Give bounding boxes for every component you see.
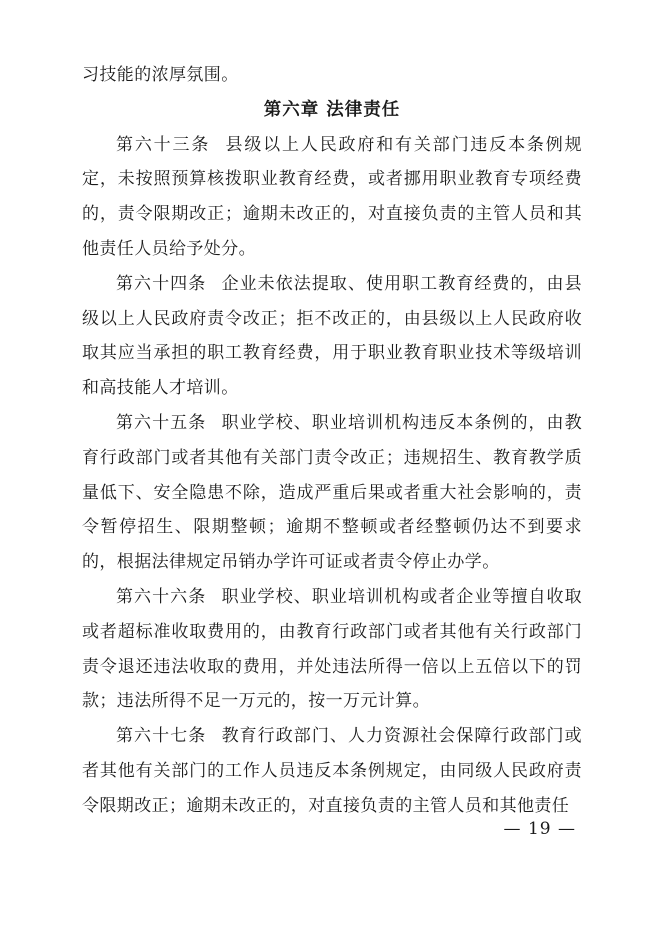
article-text: 教育行政部门、人力资源社会保障行政部门或者其他有关部门的工作人员违反本条例规定，由同级人民政府责令限期改正；逾期未改正的，对直接负责的主管人员和其他责任 — [82, 726, 583, 816]
article-paragraph — [82, 267, 582, 406]
article-number: 第六十四条 — [116, 273, 207, 294]
article-number: 第六十六条 — [116, 586, 207, 607]
article-text: 职业学校、职业培训机构违反本条例的，由教育行政部门或者其他有关部门责令改正；违规招生、教育教学质量低下、安全隐患不除，造成严重后果或者重大社会影响的，责令暂停招生、限期整顿；逾期不整顿或者经整顿仍达不到要求的，根据法律规定吊销办学许可证或者责令停止办学。 — [82, 412, 583, 573]
chapter-heading: 第六章 法律责任 — [263, 99, 401, 120]
page-number: — 19 — — [503, 819, 576, 839]
article-number: 第六十五条 — [116, 412, 207, 433]
article-text: 职业学校、职业培训机构或者企业等擅自收取或者超标准收取费用的，由教育行政部门或者其他有关行政部门责令退还违法收取的费用，并处违法所得一倍以上五倍以下的罚款；违法所得不足一万元的，按一万元计算。 — [82, 586, 583, 712]
article-paragraph — [82, 128, 582, 267]
article-number: 第六十三条 — [116, 134, 211, 155]
article-text: 县级以上人民政府和有关部门违反本条例规定，未按照预算核拨职业教育经费，或者挪用职业教育专项经费的，责令限期改正；逾期未改正的，对直接负责的主管人员和其他责任人员给予处分。 — [82, 134, 582, 259]
continuation-paragraph: 习技能的浓厚氛围。 — [82, 65, 239, 85]
article-paragraph — [82, 719, 582, 823]
article-paragraph — [82, 580, 582, 719]
article-text: 企业未依法提取、使用职工教育经费的，由县级以上人民政府责令改正；拒不改正的，由县级以上人民政府收取其应当承担的职工教育经费，用于职业教育职业技术等级培训和高技能人才培训。 — [82, 273, 583, 399]
article-number: 第六十七条 — [116, 726, 207, 747]
document-body — [82, 58, 582, 824]
article-paragraph — [82, 406, 582, 580]
